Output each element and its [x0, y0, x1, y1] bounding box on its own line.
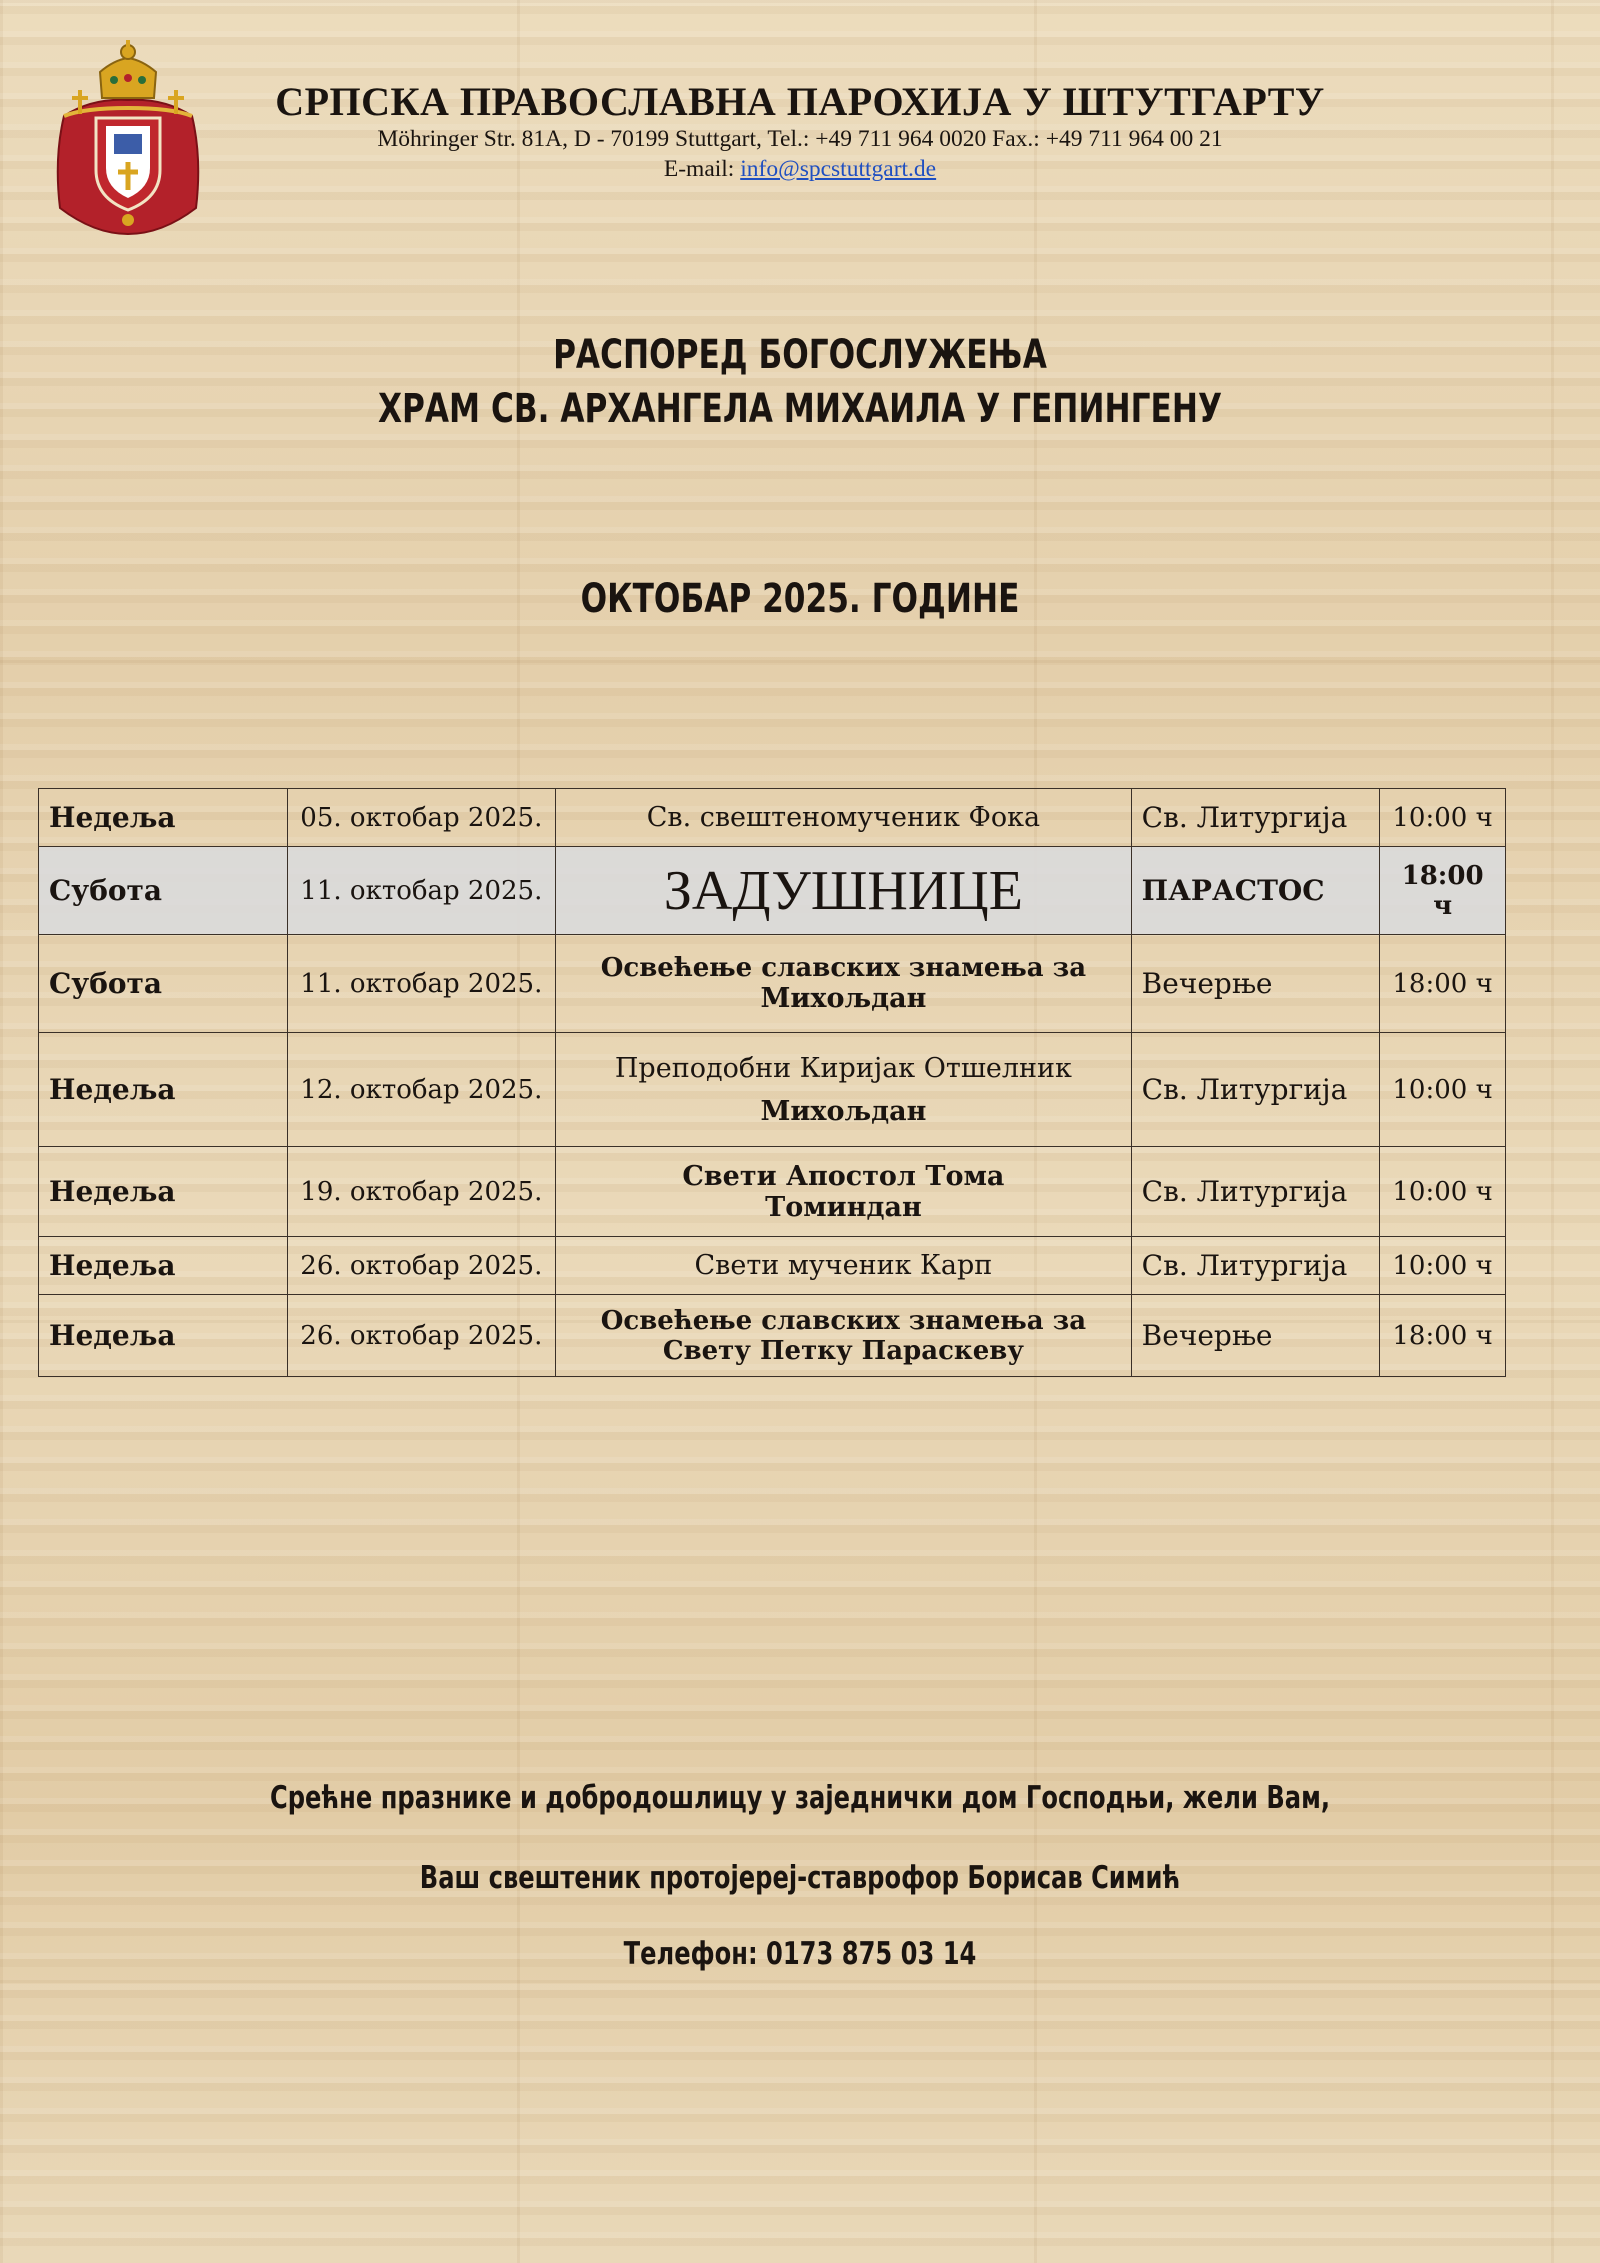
- date-cell: 12. октобар 2025.: [287, 1033, 556, 1147]
- date-cell: 11. октобар 2025.: [287, 847, 556, 935]
- date-cell: 26. октобар 2025.: [287, 1237, 556, 1295]
- table-row: [39, 935, 1506, 1033]
- email-label: E-mail:: [663, 156, 741, 182]
- footer-phone: Телефон: 0173 875 03 14: [623, 1936, 977, 1972]
- date-cell: 26. октобар 2025.: [287, 1295, 556, 1377]
- church-title: ХРАМ СВ. АРХАНГЕЛА МИХАИЛА У ГЕПИНГЕНУ: [377, 386, 1223, 432]
- description-cell: [556, 1033, 1132, 1147]
- parish-email-line: [240, 156, 1360, 183]
- table-row: [39, 789, 1506, 847]
- parish-address: Möhringer Str. 81A, D - 70199 Stuttgart, Tel.: +49 711 964 0020 Fax.: +49 711 964 00 21: [377, 126, 1223, 152]
- table-row: [39, 1033, 1506, 1147]
- day-cell: Недеља: [39, 1147, 288, 1237]
- day-cell: Субота: [39, 847, 288, 935]
- description-line: Свету Петку Параскеву: [662, 1335, 1024, 1366]
- description-line: Освећење славских знамења за: [600, 953, 1087, 983]
- description-line: Михољдан: [760, 1095, 927, 1127]
- day-cell: Недеља: [39, 1295, 288, 1377]
- table-row: [39, 1237, 1506, 1295]
- service-cell: Св. Литургија: [1131, 1147, 1380, 1237]
- footer-priest: Ваш свештеник протојереј-ставрофор Борисав Симић: [419, 1860, 1181, 1896]
- schedule-title: РАСПОРЕД БОГОСЛУЖЕЊА: [553, 332, 1047, 378]
- day-cell: Недеља: [39, 1033, 288, 1147]
- time-cell: 10:00 ч: [1380, 789, 1506, 847]
- service-cell: Вечерње: [1131, 935, 1380, 1033]
- service-cell: Св. Литургија: [1131, 789, 1380, 847]
- time-cell: 18:00 ч: [1380, 1295, 1506, 1377]
- time-cell: 18:00 ч: [1380, 935, 1506, 1033]
- email-link[interactable]: info@spcstuttgart.de: [740, 156, 937, 182]
- time-cell: 18:00 ч: [1380, 847, 1506, 935]
- coat-of-arms-logo: [44, 38, 212, 238]
- description-line: Освећење славских знамења за: [600, 1305, 1087, 1336]
- table-row-highlighted: [39, 847, 1506, 935]
- time-cell: 10:00 ч: [1380, 1147, 1506, 1237]
- time-cell: 10:00 ч: [1380, 1033, 1506, 1147]
- description-cell: [556, 935, 1132, 1033]
- date-cell: 11. октобар 2025.: [287, 935, 556, 1033]
- day-cell: Недеља: [39, 789, 288, 847]
- description-cell: [556, 1295, 1132, 1377]
- service-cell: Вечерње: [1131, 1295, 1380, 1377]
- day-cell: Субота: [39, 935, 288, 1033]
- description-line: Томиндан: [765, 1191, 922, 1223]
- service-cell: Св. Литургија: [1131, 1033, 1380, 1147]
- description-line: Свети Апостол Тома: [682, 1160, 1005, 1192]
- description-line: Михољдан: [760, 983, 927, 1014]
- footer-greeting: Срећне празнике и добродошлицу у заједнички дом Господњи, жели Вам,: [269, 1780, 1331, 1816]
- time-cell: 10:00 ч: [1380, 1237, 1506, 1295]
- description-line: Преподобни Киријак Отшелник: [614, 1052, 1072, 1084]
- month-title: ОКТОБАР 2025. ГОДИНЕ: [580, 576, 1020, 622]
- description-cell: Св. свештеномученик Фока: [556, 789, 1132, 847]
- description-cell: [556, 1147, 1132, 1237]
- date-cell: 05. октобар 2025.: [287, 789, 556, 847]
- table-row: [39, 1147, 1506, 1237]
- schedule-table: [38, 788, 1506, 1377]
- service-cell: Св. Литургија: [1131, 1237, 1380, 1295]
- parish-title: СРПСКА ПРАВОСЛАВНА ПАРОХИЈА У ШТУТГАРТУ: [275, 79, 1325, 124]
- date-cell: 19. октобар 2025.: [287, 1147, 556, 1237]
- day-cell: Недеља: [39, 1237, 288, 1295]
- table-row: [39, 1295, 1506, 1377]
- description-cell: Свети мученик Карп: [556, 1237, 1132, 1295]
- description-cell: ЗАДУШНИЦЕ: [556, 847, 1132, 935]
- service-cell: ПАРАСТОС: [1131, 847, 1380, 935]
